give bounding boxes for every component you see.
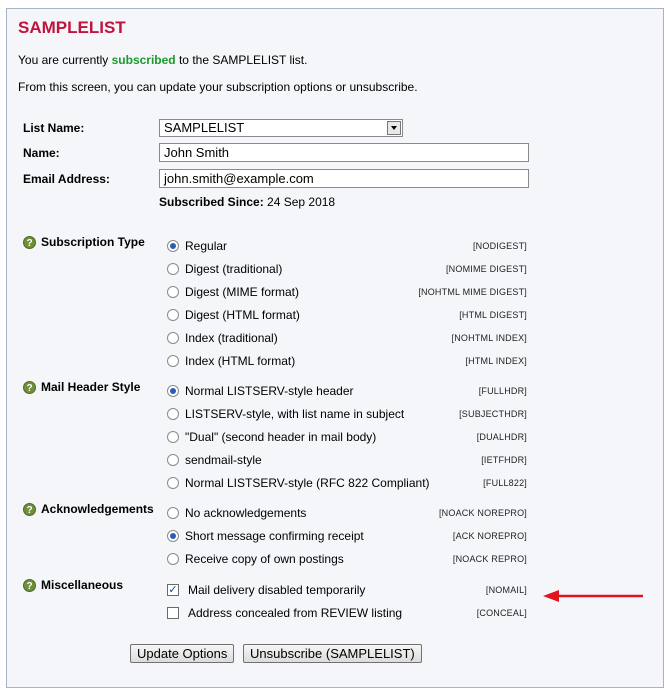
radio-button[interactable] bbox=[167, 530, 179, 542]
option-code: [CONCEAL] bbox=[476, 608, 527, 618]
unsubscribe-button[interactable]: Unsubscribe (SAMPLELIST) bbox=[243, 644, 422, 663]
subscribed-since: Subscribed Since: 24 Sep 2018 bbox=[159, 195, 336, 209]
list-name-label: List Name: bbox=[23, 121, 85, 135]
update-options-button[interactable]: Update Options bbox=[130, 644, 234, 663]
radio-button[interactable] bbox=[167, 240, 179, 252]
option-code: [IETFHDR] bbox=[481, 455, 527, 465]
option-label: Short message confirming receipt bbox=[185, 529, 364, 543]
subscription-type-option[interactable] bbox=[167, 238, 527, 254]
name-field[interactable]: John Smith bbox=[159, 143, 529, 162]
help-icon[interactable]: ? bbox=[23, 503, 36, 516]
option-code: [HTML DIGEST] bbox=[459, 310, 527, 320]
subscription-type-option[interactable] bbox=[167, 307, 527, 323]
misc-option[interactable] bbox=[167, 605, 527, 621]
radio-button[interactable] bbox=[167, 286, 179, 298]
radio-button[interactable] bbox=[167, 332, 179, 344]
option-code: [SUBJECTHDR] bbox=[459, 409, 527, 419]
section-subscription-type: ? Subscription Type bbox=[23, 235, 145, 249]
option-label: Index (traditional) bbox=[185, 331, 278, 345]
option-code: [NODIGEST] bbox=[472, 241, 527, 251]
radio-button[interactable] bbox=[167, 477, 179, 489]
option-code: [NOACK REPRO] bbox=[452, 554, 527, 564]
checkbox[interactable] bbox=[167, 607, 179, 619]
subscription-type-option[interactable] bbox=[167, 261, 527, 277]
option-label: Index (HTML format) bbox=[185, 354, 296, 368]
option-code: [NOACK NOREPRO] bbox=[438, 508, 527, 518]
subscription-type-option[interactable] bbox=[167, 330, 527, 346]
option-code: [DUALHDR] bbox=[476, 432, 527, 442]
acknowledgements-option[interactable] bbox=[167, 551, 527, 567]
section-miscellaneous: ? Miscellaneous bbox=[23, 578, 123, 592]
radio-button[interactable] bbox=[167, 408, 179, 420]
radio-button[interactable] bbox=[167, 507, 179, 519]
option-code: [FULL822] bbox=[483, 478, 527, 488]
radio-button[interactable] bbox=[167, 263, 179, 275]
option-label: sendmail-style bbox=[185, 453, 262, 467]
radio-button[interactable] bbox=[167, 309, 179, 321]
acknowledgements-option[interactable] bbox=[167, 528, 527, 544]
section-acknowledgements: ? Acknowledgements bbox=[23, 502, 154, 516]
radio-button[interactable] bbox=[167, 454, 179, 466]
radio-button[interactable] bbox=[167, 355, 179, 367]
list-name-select[interactable]: SAMPLELIST bbox=[159, 119, 403, 137]
page-title: SAMPLELIST bbox=[18, 18, 126, 37]
option-label: Receive copy of own postings bbox=[185, 552, 344, 566]
subscription-panel bbox=[6, 8, 664, 688]
option-code: [HTML INDEX] bbox=[465, 356, 527, 366]
chevron-down-icon[interactable] bbox=[387, 121, 401, 135]
name-label: Name: bbox=[23, 146, 60, 160]
option-code: [ACK NOREPRO] bbox=[452, 531, 527, 541]
misc-option[interactable] bbox=[167, 582, 527, 598]
option-label: Normal LISTSERV-style header bbox=[185, 384, 354, 398]
option-label: Regular bbox=[185, 239, 228, 253]
help-icon[interactable]: ? bbox=[23, 381, 36, 394]
option-code: [NOHTML MIME DIGEST] bbox=[418, 287, 527, 297]
subscription-type-option[interactable] bbox=[167, 284, 527, 300]
option-label: Mail delivery disabled temporarily bbox=[188, 583, 366, 597]
checkbox[interactable]: ✓ bbox=[168, 584, 178, 596]
status-badge: subscribed bbox=[111, 53, 176, 67]
subscription-type-option[interactable] bbox=[167, 353, 527, 369]
option-label: Digest (MIME format) bbox=[185, 285, 300, 299]
option-code: [NOMIME DIGEST] bbox=[445, 264, 527, 274]
section-mail-header-style: ? Mail Header Style bbox=[23, 380, 140, 394]
option-code: [NOMAIL] bbox=[485, 585, 527, 595]
red-arrow-annotation bbox=[543, 590, 643, 602]
mail-header-option[interactable] bbox=[167, 383, 527, 399]
radio-button[interactable] bbox=[167, 385, 179, 397]
option-label: Normal LISTSERV-style (RFC 822 Compliant) bbox=[185, 476, 430, 490]
option-label: "Dual" (second header in mail body) bbox=[185, 430, 377, 444]
acknowledgements-option[interactable] bbox=[167, 505, 527, 521]
option-label: Digest (traditional) bbox=[185, 262, 283, 276]
email-label: Email Address: bbox=[23, 172, 110, 186]
option-label: Address concealed from REVIEW listing bbox=[188, 606, 403, 620]
mail-header-option[interactable] bbox=[167, 429, 527, 445]
help-icon[interactable]: ? bbox=[23, 579, 36, 592]
mail-header-option[interactable] bbox=[167, 406, 527, 422]
option-code: [FULLHDR] bbox=[478, 386, 527, 396]
option-label: No acknowledgements bbox=[185, 506, 307, 520]
option-label: Digest (HTML format) bbox=[185, 308, 300, 322]
radio-button[interactable] bbox=[167, 431, 179, 443]
help-icon[interactable]: ? bbox=[23, 236, 36, 249]
info-line: From this screen, you can update your subscription options or unsubscribe. bbox=[18, 80, 418, 94]
mail-header-option[interactable] bbox=[167, 452, 527, 468]
email-field[interactable]: john.smith@example.com bbox=[159, 169, 529, 188]
option-code: [NOHTML INDEX] bbox=[451, 333, 527, 343]
radio-button[interactable] bbox=[167, 553, 179, 565]
status-line: You are currently subscribed to the SAMPLELIST list. bbox=[18, 53, 308, 67]
mail-header-option[interactable] bbox=[167, 475, 527, 491]
option-label: LISTSERV-style, with list name in subject bbox=[185, 407, 405, 421]
